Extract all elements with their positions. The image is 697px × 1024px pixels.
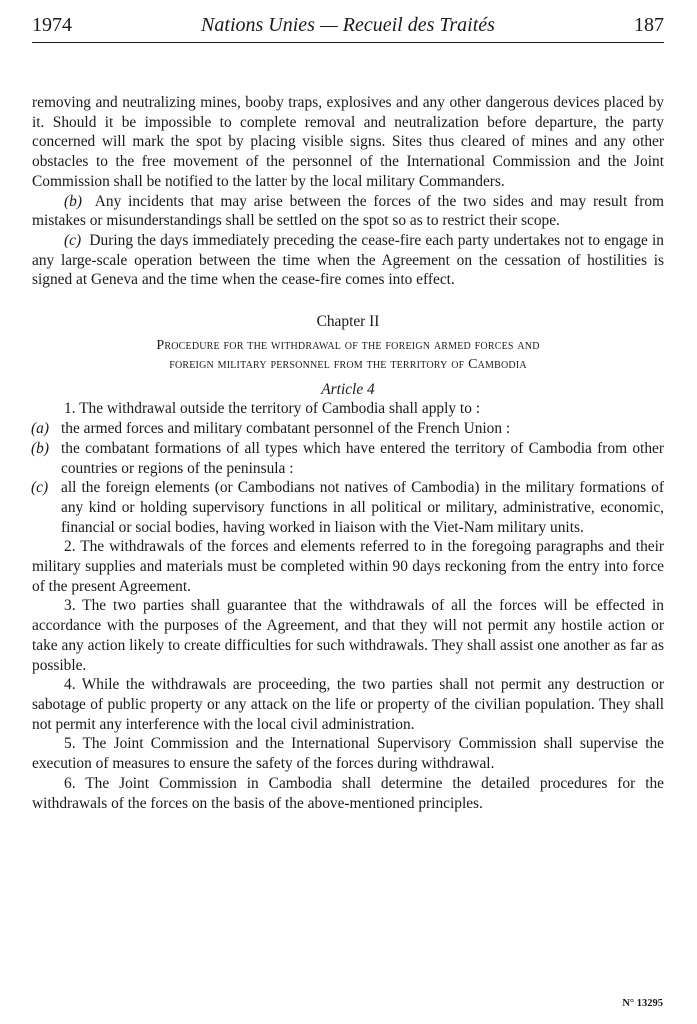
article-paragraph-5: 5. The Joint Commission and the International Supervisory Commission shall supervise the execution of measures to ensure the safety of the forces during withdrawal.	[32, 735, 664, 773]
paragraph-b-label: (b)	[64, 192, 82, 210]
article-paragraph-2: 2. The withdrawals of the forces and elements referred to in the foregoing paragraphs and their military supplies and materials must be completed within 90 days reckoning from the entry into force of the present Agreement.	[32, 538, 664, 595]
paragraph-c-text: During the days immediately preceding the cease-fire each party undertakes not to engage in any large-scale operation between the time when the Agreement on the cessation of hostilities is signed at Geneva and the time when the cease-fire comes into effect.	[32, 231, 664, 289]
list-item-text: the combatant formations of all types which have entered the territory of Cambodia from other countries or regions of the peninsula :	[61, 439, 664, 477]
list-item	[32, 439, 664, 478]
header-title: Nations Unies — Recueil des Traités	[201, 14, 495, 36]
list-item-text: the armed forces and military combatant personnel of the French Union :	[61, 420, 511, 438]
article-paragraph-4: 4. While the withdrawals are proceeding, the two parties shall not permit any destruction or sabotage of public property or any attack on the life or property of the civilian population. They shall not permit any interference with the local civil administration.	[32, 676, 664, 733]
list-item-label: (c)	[31, 479, 49, 497]
paragraph-b	[32, 192, 664, 231]
list-item-text: all the foreign elements (or Cambodians not natives of Cambodia) in the military formations of any kind or holding supervisory functions in all political or military, administrative, economic, financial or social bodies, having worked in liaison with the Viet-Nam military units.	[61, 479, 664, 536]
running-header	[32, 14, 664, 43]
document-body	[32, 93, 664, 813]
article-paragraph-3: 3. The two parties shall guarantee that the withdrawals of all the forces will be effected in accordance with the purposes of the Agreement, and that they will not permit any hostile action or take any action likely to create difficulties for such withdrawals. They shall assist one another as far as possible.	[32, 597, 664, 674]
paragraph-c-label: (c)	[64, 231, 82, 249]
article-paragraph-6: 6. The Joint Commission in Cambodia shall determine the detailed procedures for the withdrawals of the forces on the basis of the above-mentioned principles.	[32, 774, 664, 812]
document-page	[32, 14, 664, 813]
header-page-number: 187	[634, 14, 664, 36]
article-heading: Article 4	[321, 380, 375, 398]
paragraph-a-continued: removing and neutralizing mines, booby traps, explosives and any other dangerous devices placed by it. Should it be impossible to complete removal and neutralization before departure, the party concerned will mark the spot by placing visible signs. Sites thus cleared of mines and any other obstacles to the free movement of the personnel of the International Commission and the Joint Commission shall be notified to the latter by the local military Commanders.	[32, 94, 664, 190]
list-item-label: (b)	[31, 439, 49, 457]
list-item	[32, 478, 664, 537]
list-item	[32, 419, 664, 439]
paragraph-c	[32, 231, 664, 290]
chapter-heading: Chapter II	[316, 313, 380, 331]
list-item-label: (a)	[31, 420, 49, 438]
chapter-subheading-line-1: Procedure for the withdrawal of the foreign armed forces and	[156, 337, 540, 353]
chapter-subheading	[32, 336, 664, 374]
article-paragraph-1: 1. The withdrawal outside the territory of Cambodia shall apply to :	[64, 400, 481, 418]
chapter-subheading-line-2: foreign military personnel from the territory of Cambodia	[169, 356, 527, 372]
header-year: 1974	[32, 14, 72, 36]
paragraph-b-text: Any incidents that may arise between the forces of the two sides and may result from mistakes or misunderstandings shall be settled on the spot so as to restrict their scope.	[32, 192, 664, 230]
registration-number: N° 13295	[622, 998, 663, 1009]
